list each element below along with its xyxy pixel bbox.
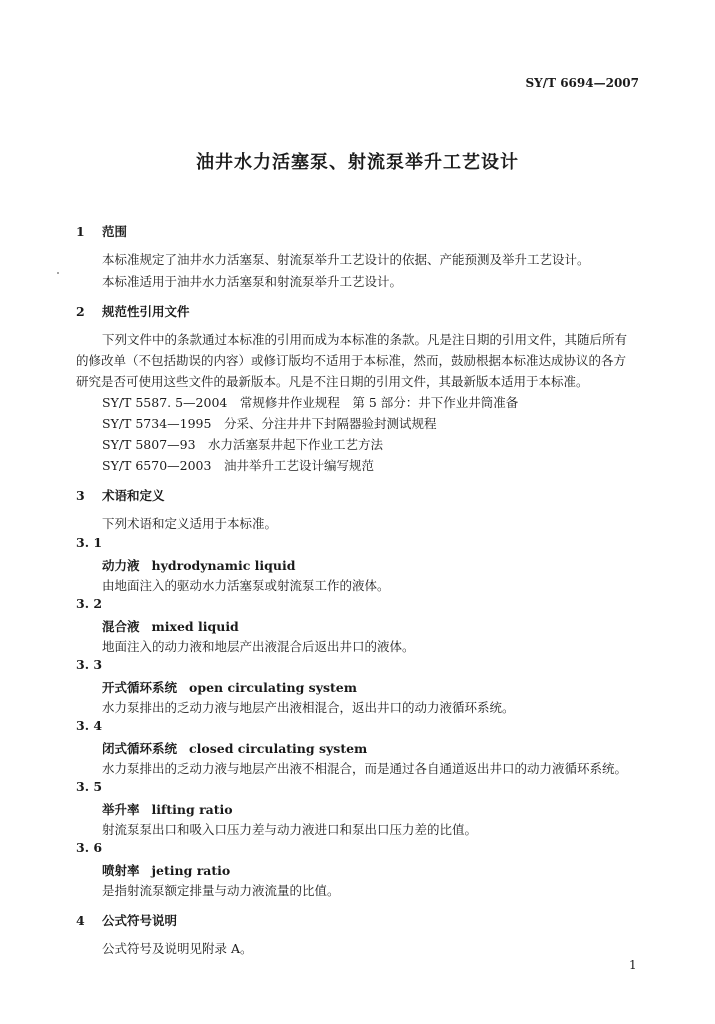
term-cn: 喷射率 (102, 863, 140, 878)
paragraph: 研究是否可使用这些文件的最新版本。凡是不注日期的引用文件，其最新版本适用于本标准。 (76, 374, 589, 389)
term-en: closed circulating system (189, 741, 368, 756)
term-number: 3. 6 (76, 840, 103, 855)
term-definition: 射流泵泵出口和吸入口压力差与动力液进口和泵出口压力差的比值。 (102, 822, 478, 837)
term-en: mixed liquid (151, 619, 239, 634)
term-title (102, 800, 233, 818)
term-title (102, 556, 295, 574)
section-number: 3 (76, 488, 85, 503)
paragraph: 本标准适用于油井水力活塞泵和射流泵举升工艺设计。 (102, 274, 403, 289)
term-cn: 闭式循环系统 (102, 741, 178, 756)
term-cn: 混合液 (102, 619, 140, 634)
term-definition: 地面注入的动力液和地层产出液混合后返出井口的液体。 (102, 639, 415, 654)
section-number: 1 (76, 224, 85, 239)
term-en: jeting ratio (151, 863, 231, 878)
term-number: 3. 3 (76, 657, 103, 672)
page-number: 1 (629, 958, 637, 972)
term-definition: 水力泵排出的乏动力液与地层产出液相混合，返出井口的动力液循环系统。 (102, 700, 515, 715)
term-definition: 由地面注入的驱动水力活塞泵或射流泵工作的液体。 (102, 578, 390, 593)
term-cn: 动力液 (102, 558, 140, 573)
term-number: 3. 5 (76, 779, 103, 794)
term-number: 3. 1 (76, 535, 103, 550)
reference-item: SY/T 5587. 5—2004 常规修井作业规程 第 5 部分：井下作业井筒准备 (102, 395, 519, 410)
term-cn: 开式循环系统 (102, 680, 178, 695)
term-title (102, 861, 230, 879)
section-3-heading (76, 486, 165, 504)
paragraph: 下列术语和定义适用于本标准。 (102, 516, 278, 531)
paragraph: 本标准规定了油井水力活塞泵、射流泵举升工艺设计的依据、产能预测及举升工艺设计。 (102, 252, 590, 267)
section-title: 公式符号说明 (102, 913, 178, 928)
section-title: 术语和定义 (102, 488, 165, 503)
scan-speck (57, 272, 59, 274)
section-2-heading (76, 302, 190, 320)
term-definition: 是指射流泵额定排量与动力液流量的比值。 (102, 883, 340, 898)
term-en: open circulating system (189, 680, 357, 695)
paragraph: 公式符号及说明见附录 A。 (102, 941, 253, 956)
term-cn: 举升率 (102, 802, 140, 817)
section-number: 4 (76, 913, 85, 928)
term-title (102, 739, 367, 757)
reference-item: SY/T 5734—1995 分采、分注井井下封隔器验封测试规程 (102, 416, 437, 431)
term-number: 3. 4 (76, 718, 103, 733)
term-en: hydrodynamic liquid (151, 558, 296, 573)
section-1-heading (76, 222, 127, 240)
paragraph: 的修改单（不包括勘误的内容）或修订版均不适用于本标准，然而，鼓励根据本标准达成协议的各方 (76, 353, 627, 368)
page-title: 油井水力活塞泵、射流泵举升工艺设计 (196, 152, 519, 173)
term-number: 3. 2 (76, 596, 103, 611)
reference-item: SY/T 6570—2003 油井举升工艺设计编写规范 (102, 458, 374, 473)
term-en: lifting ratio (151, 802, 233, 817)
term-title (102, 678, 357, 696)
standard-code: SY/T 6694—2007 (525, 76, 639, 90)
section-4-heading (76, 911, 177, 929)
reference-item: SY/T 5807—93 水力活塞泵井起下作业工艺方法 (102, 437, 384, 452)
section-title: 范围 (102, 224, 128, 239)
section-number: 2 (76, 304, 85, 319)
section-title: 规范性引用文件 (102, 304, 190, 319)
term-title (102, 617, 239, 635)
term-definition: 水力泵排出的乏动力液与地层产出液不相混合，而是通过各自通道返出井口的动力液循环系统。 (102, 761, 628, 776)
paragraph: 下列文件中的条款通过本标准的引用而成为本标准的条款。凡是注日期的引用文件，其随后所有 (102, 332, 628, 347)
